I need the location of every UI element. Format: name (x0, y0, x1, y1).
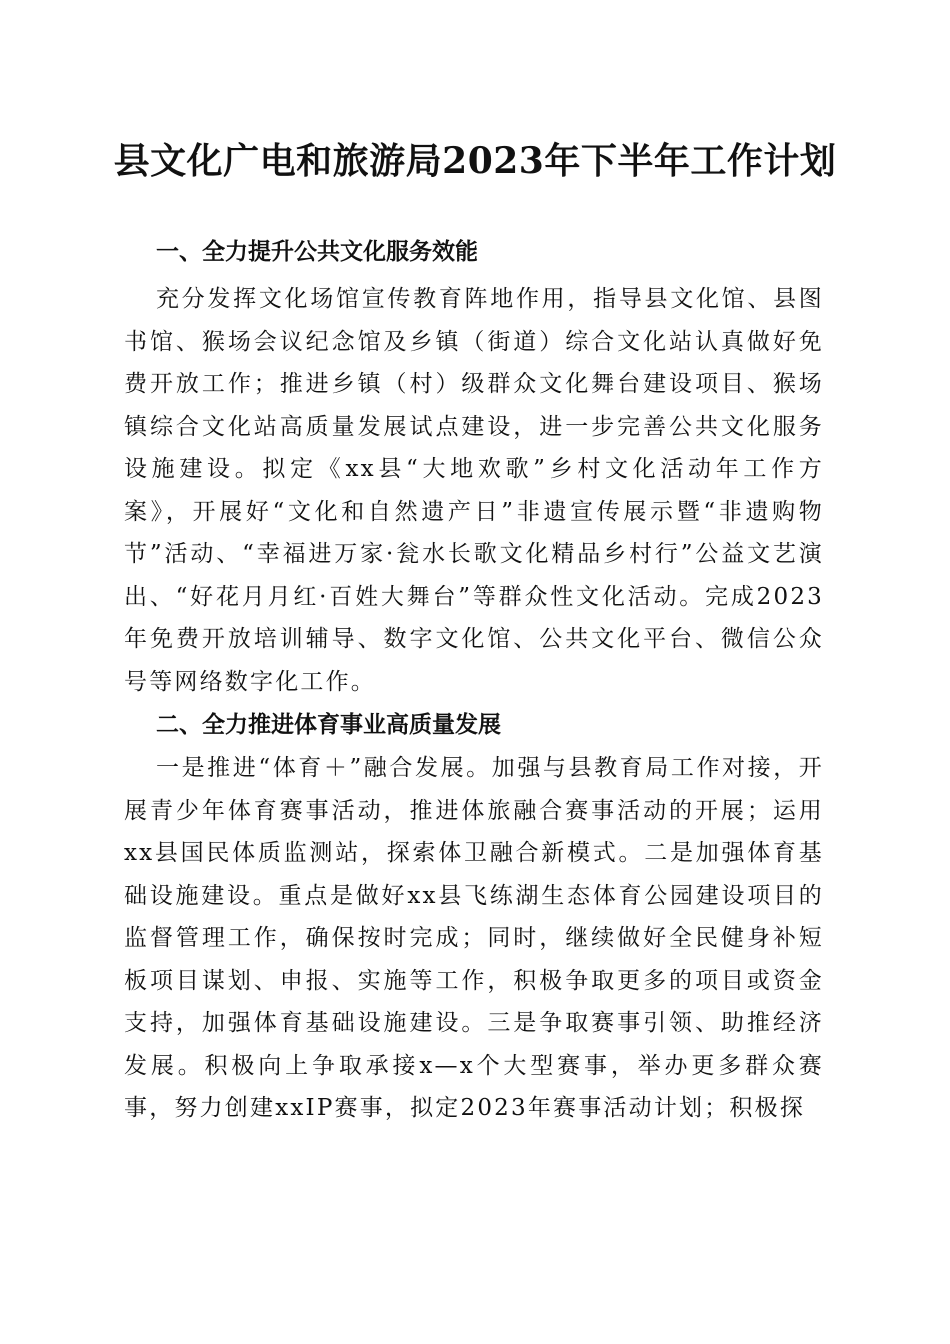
section-heading-1: 一、全力提升公共文化服务效能 (156, 239, 478, 265)
section-paragraph-2: 一是推进“体育＋”融合发展。加强与县教育局工作对接，开展青少年体育赛事活动，推进体旅融合赛事活动的开展；运用xx县国民体质监测站，探索体卫融合新模式。二是加强体育基础设施建设。重点是做好xx县飞练湖生态体育公园建设项目的监督管理工作，确保按时完成；同时，继续做好全民健身补短板项目谋划、申报、实施等工作，积极争取更多的项目或资金支持，加强体育基础设施建设。三是争取赛事引领、助推经济发展。积极向上争取承接x—x个大型赛事，举办更多群众赛事，努力创建xxIP赛事，拟定2023年赛事活动计划；积极探 (124, 755, 824, 1121)
section-heading-2: 二、全力推进体育事业高质量发展 (156, 712, 501, 738)
document-body (124, 230, 824, 1130)
section-paragraph-1: 充分发挥文化场馆宣传教育阵地作用，指导县文化馆、县图书馆、猴场会议纪念馆及乡镇（街道）综合文化站认真做好免费开放工作；推进乡镇（村）级群众文化舞台建设项目、猴场镇综合文化站高质量发展试点建设，进一步完善公共文化服务设施建设。拟定《xx县“大地欢歌”乡村文化活动年工作方案》，开展好“文化和自然遗产日”非遗宣传展示暨“非遗购物节”活动、“幸福进万家·瓮水长歌文化精品乡村行”公益文艺演出、“好花月月红·百姓大舞台”等群众性文化活动。完成2023年免费开放培训辅导、数字文化馆、公共文化平台、微信公众号等网络数字化工作。 (124, 286, 824, 695)
document-title: 县文化广电和旅游局2023年下半年工作计划 (113, 140, 837, 182)
